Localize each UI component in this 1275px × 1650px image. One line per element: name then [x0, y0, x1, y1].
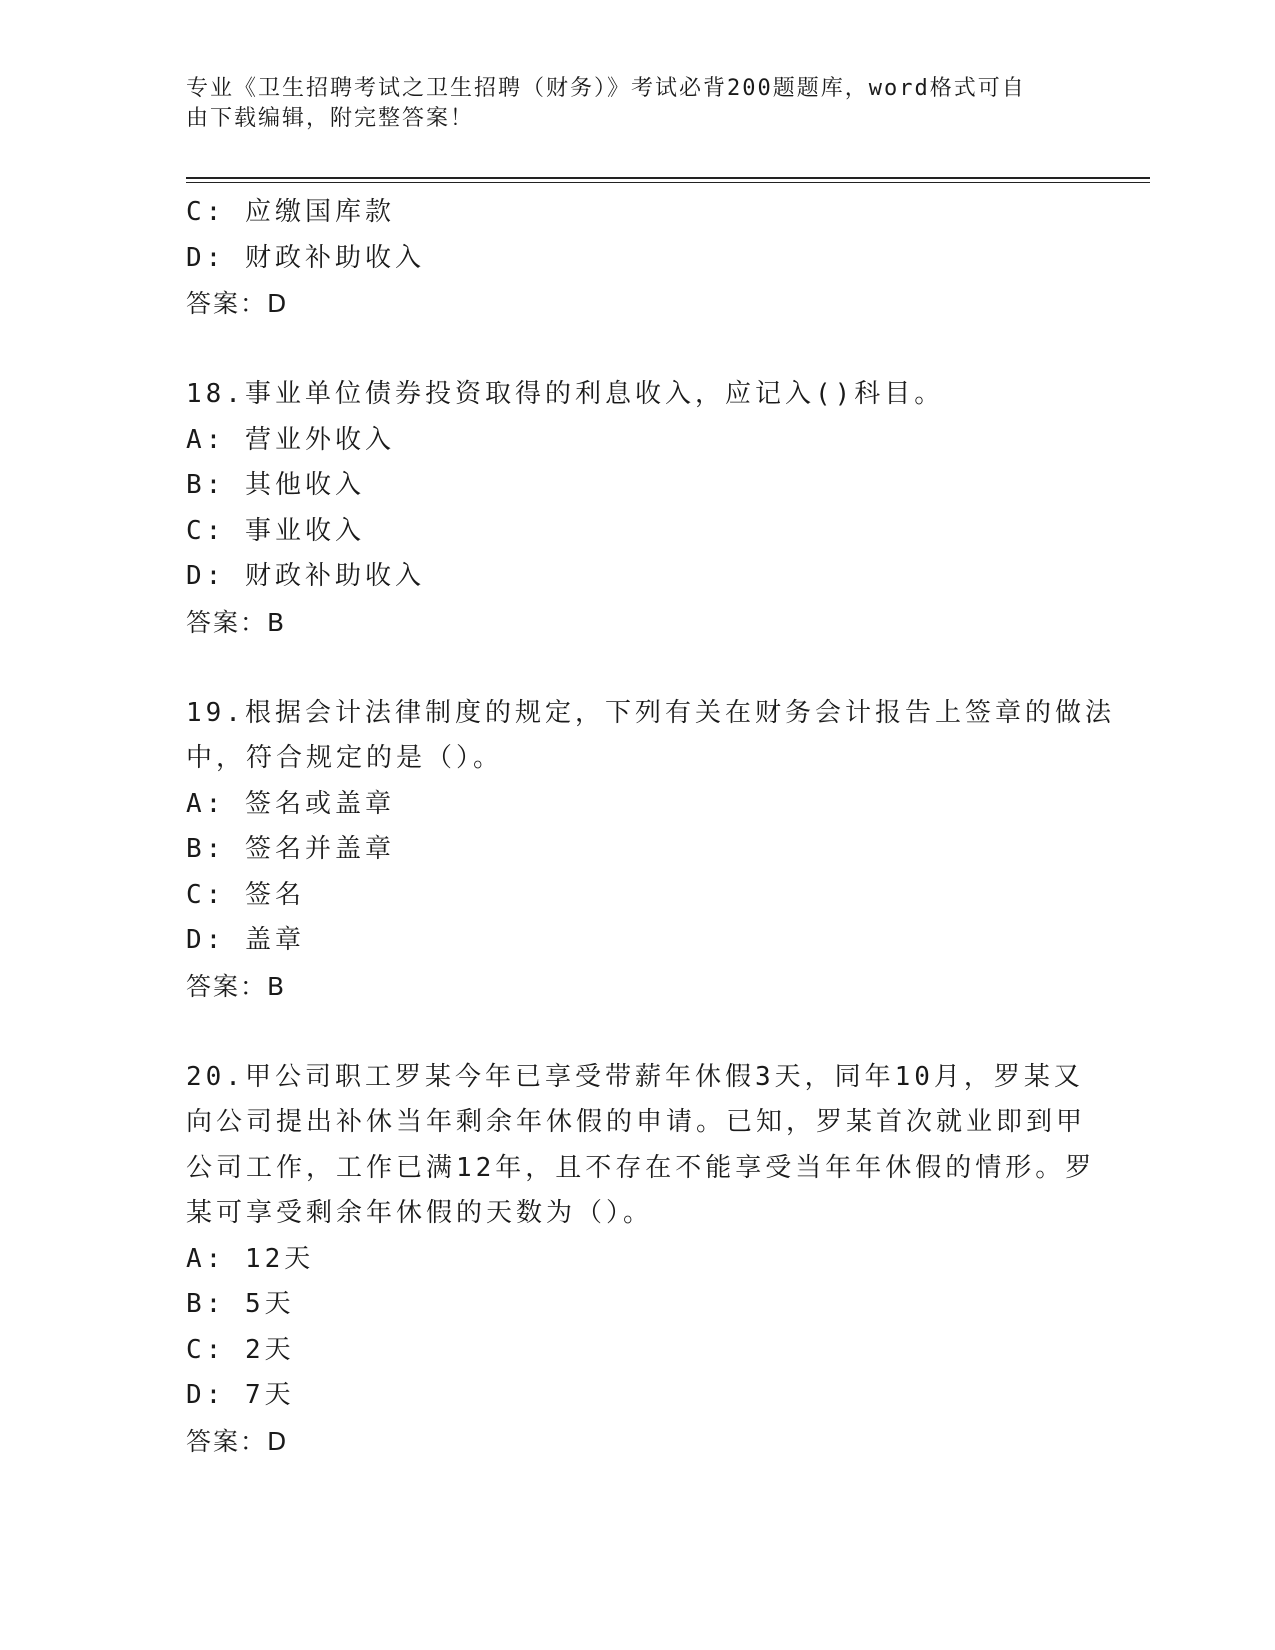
option-b: B: 其他收入 — [186, 470, 365, 500]
question-17-fragment — [186, 190, 1066, 327]
spacer — [186, 645, 1066, 691]
header-line-2: 由下载编辑，附完整答案！ — [186, 106, 475, 131]
question-text-line: 18.事业单位债券投资取得的利息收入，应记入()科目。 — [186, 379, 945, 409]
header-divider-thick — [186, 177, 1150, 179]
answer-line: 答案：B — [186, 971, 287, 1001]
option-d: D: 盖章 — [186, 925, 305, 955]
option-a: A: 签名或盖章 — [186, 788, 395, 819]
spacer — [186, 1009, 1066, 1055]
question-text-line: 向公司提出补休当年剩余年休假的申请。已知，罗某首次就业即到甲 — [186, 1107, 1087, 1137]
option-c: C: 签名 — [186, 879, 305, 910]
document-header — [186, 74, 1066, 134]
question-20 — [186, 1055, 1096, 1465]
header-line-1: 专业《卫生招聘考试之卫生招聘（财务）》考试必背200题题库，word格式可自 — [186, 76, 1026, 101]
answer-line: 答案：D — [186, 289, 289, 318]
option-a: A: 12天 — [186, 1243, 315, 1274]
question-18 — [186, 372, 1066, 645]
question-text-line: 公司工作，工作已满12年，且不存在不能享受当年年休假的情形。罗 — [186, 1152, 1096, 1183]
spacer — [186, 327, 1066, 373]
option-d: D: 财政补助收入 — [186, 242, 425, 273]
question-text-line: 某可享受剩余年休假的天数为（）。 — [186, 1198, 654, 1228]
option-d: D: 财政补助收入 — [186, 561, 425, 591]
question-text-line: 中，符合规定的是（）。 — [186, 743, 504, 773]
option-a: A: 营业外收入 — [186, 424, 395, 455]
question-text-line: 19.根据会计法律制度的规定，下列有关在财务会计报告上签章的做法 — [186, 697, 1115, 728]
option-b: B: 5天 — [186, 1289, 295, 1319]
question-19 — [186, 691, 1115, 1010]
option-d: D: 7天 — [186, 1380, 295, 1410]
option-c: C: 应缴国库款 — [186, 197, 395, 227]
header-divider-thin — [186, 182, 1150, 183]
answer-line: 答案：D — [186, 1426, 289, 1456]
question-content — [186, 190, 1115, 1464]
question-text-line: 20.甲公司职工罗某今年已享受带薪年休假3天，同年10月，罗某又 — [186, 1061, 1084, 1092]
option-c: C: 事业收入 — [186, 515, 365, 546]
answer-line: 答案：B — [186, 607, 287, 637]
option-b: B: 签名并盖章 — [186, 834, 395, 864]
option-c: C: 2天 — [186, 1334, 295, 1365]
